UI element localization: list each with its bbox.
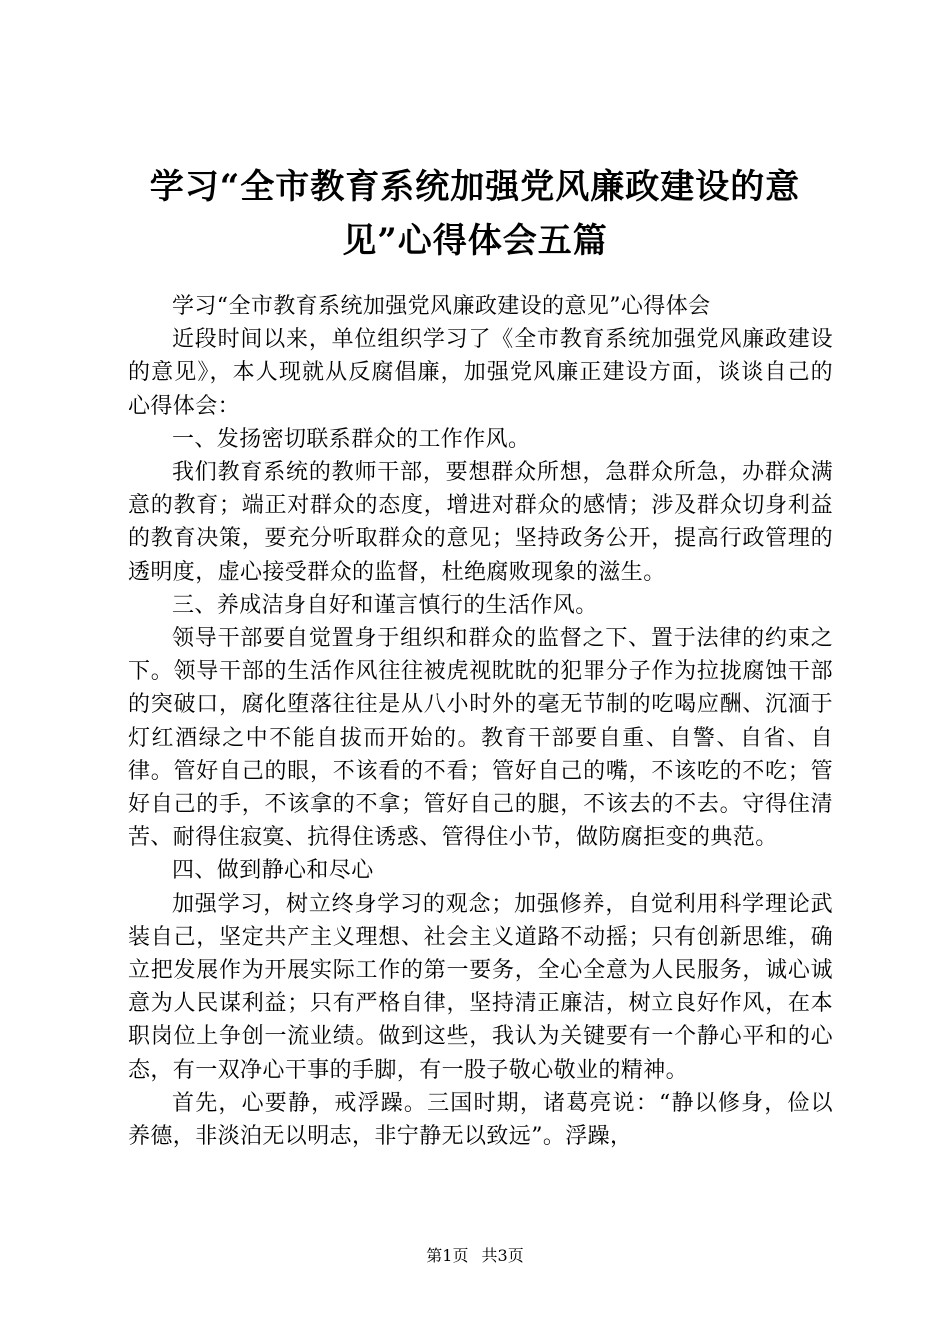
title-line-2: 见”心得体会五篇 [342, 221, 608, 261]
section-heading-4: 四、做到静心和尽心 [172, 858, 374, 884]
paragraph-section-4: 加强学习，树立终身学习的观念；加强修养，自觉利用科学理论武装自己，坚定共产主义理想、社会主义道路不动摇；只有创新思维，确立把发展作为开展实际工作的第一要务，全心全意为人民服务，诚心诚意为人民谋利益；只有严格自律，坚持清正廉洁，树立良好作风，在本职岗位上争创一流业绩。做到这些，我认为关键要有一个静心平和的心态，有一双净心干事的手脚，有一股子敬心敬业的精神。 [128, 891, 833, 1083]
document-title [120, 160, 830, 268]
page-number: 第1页 [426, 1246, 469, 1265]
page-footer [0, 1246, 950, 1266]
paragraph-section-1: 我们教育系统的教师干部，要想群众所想，急群众所急，办群众满意的教育；端正对群众的态度，增进对群众的感情；涉及群众切身利益的教育决策，要充分听取群众的意见；坚持政务公开，提高行政管理的透明度，虚心接受群众的监督，杜绝腐败现象的滋生。 [128, 460, 833, 585]
paragraph-intro: 近段时间以来，单位组织学习了《全市教育系统加强党风廉政建设的意见》，本人现就从反腐倡廉，加强党风廉正建设方面，谈谈自己的心得体会： [128, 327, 833, 419]
section-heading-1: 一、发扬密切联系群众的工作作风。 [172, 426, 531, 452]
page-total: 共3页 [481, 1246, 524, 1265]
document-body [128, 290, 833, 1153]
paragraph-first-point: 首先，心要静，戒浮躁。三国时期，诸葛亮说：“静以修身，俭以养德，非淡泊无以明志，非宁静无以致远”。浮躁， [128, 1090, 833, 1150]
section-heading-3: 三、养成洁身自好和谨言慎行的生活作风。 [172, 592, 598, 618]
title-line-1: 学习“全市教育系统加强党风廉政建设的意 [149, 167, 801, 207]
paragraph-subtitle: 学习“全市教育系统加强党风廉政建设的意见”心得体会 [172, 294, 711, 319]
paragraph-section-3: 领导干部要自觉置身于组织和群众的监督之下、置于法律的约束之下。领导干部的生活作风往往被虎视眈眈的犯罪分子作为拉拢腐蚀干部的突破口，腐化堕落往往是从八小时外的毫无节制的吃喝应酬、沉湎于灯红酒绿之中不能自拔而开始的。教育干部要自重、自警、自省、自律。管好自己的眼，不该看的不看；管好自己的嘴，不该吃的不吃；管好自己的手，不该拿的不拿；管好自己的腿，不该去的不去。守得住清苦、耐得住寂寞、抗得住诱惑、管得住小节，做防腐拒变的典范。 [128, 626, 833, 851]
